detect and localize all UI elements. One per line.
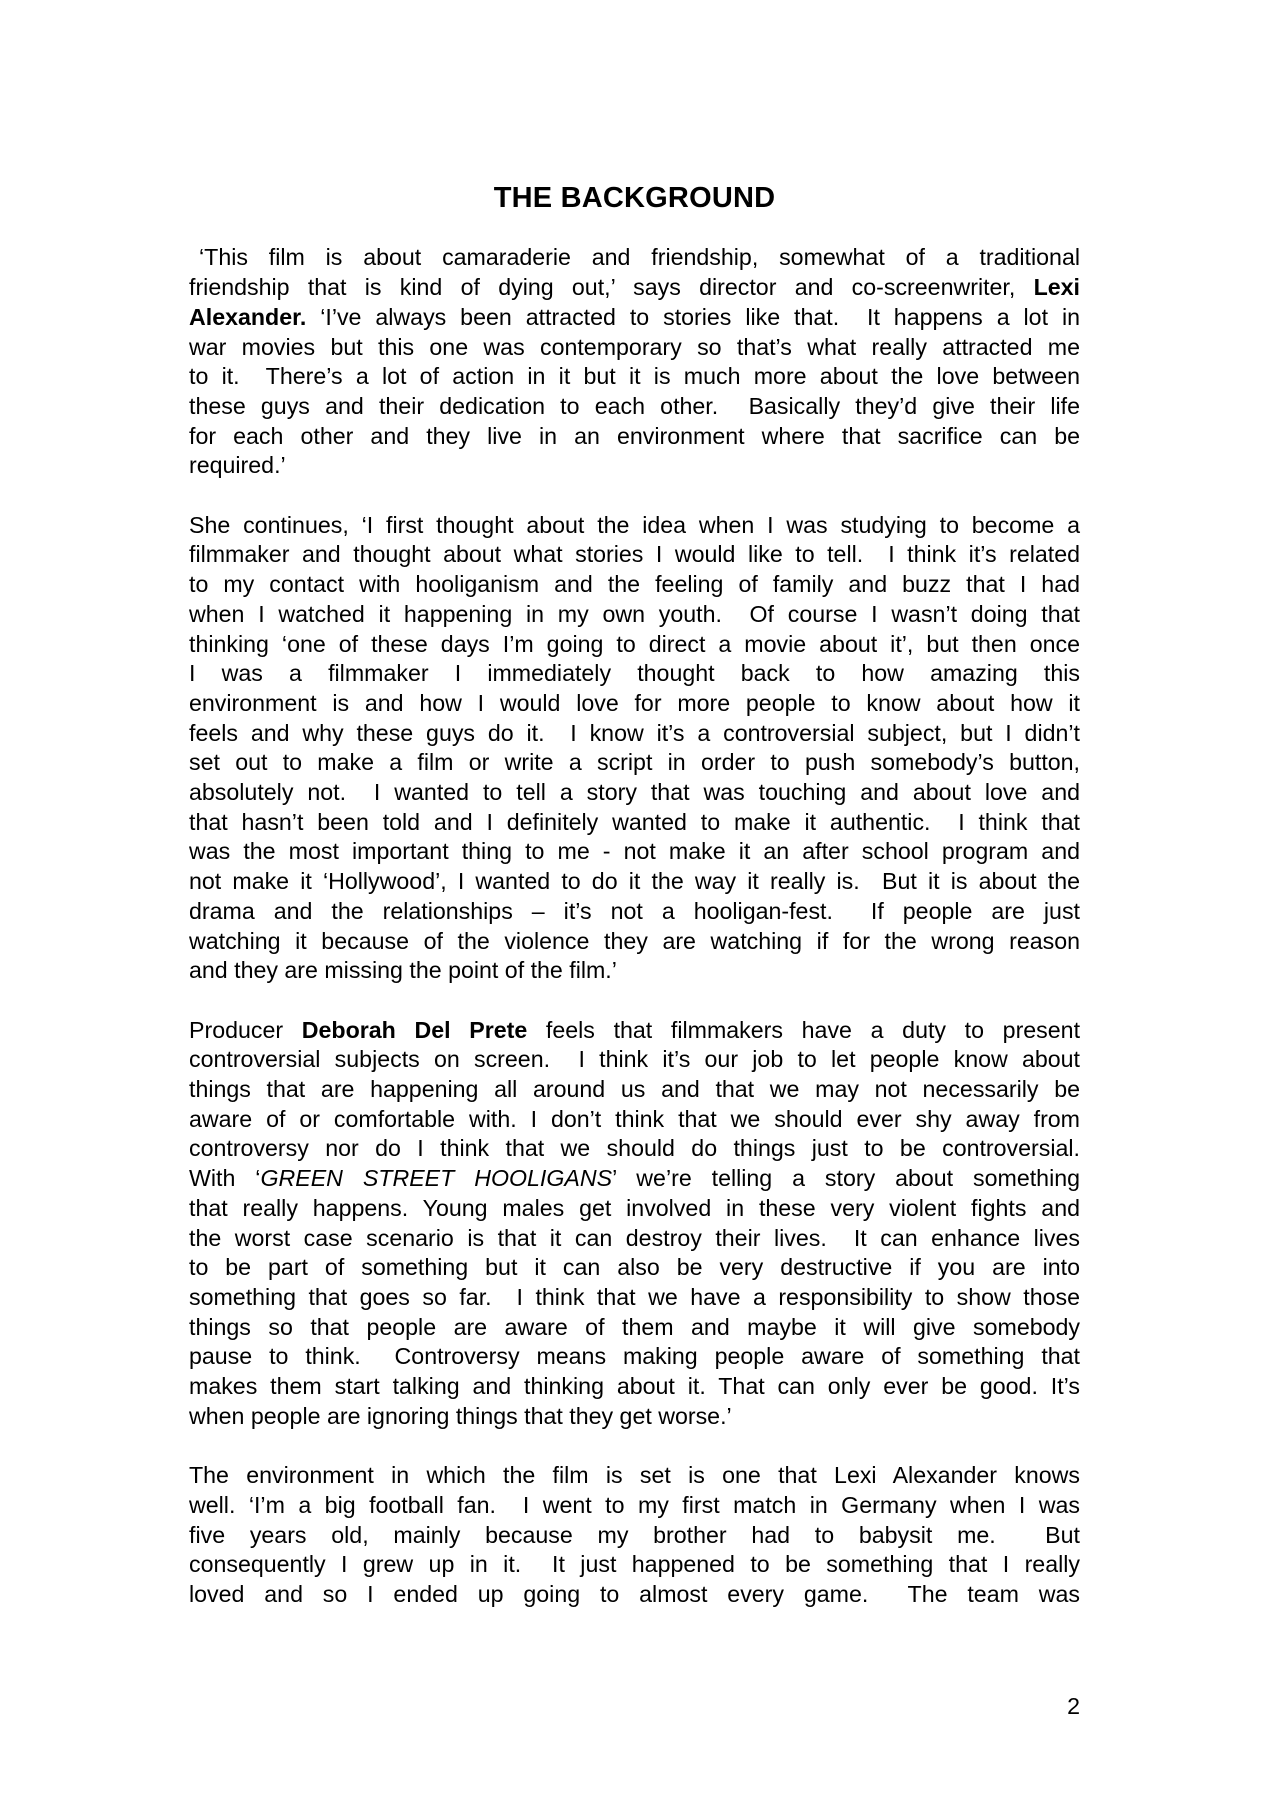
body-text: With ‘ [189,1165,261,1192]
text-line [189,333,1080,363]
text-line [189,1016,1080,1046]
body-text: consequently I grew up in it. It just happened to be something that I really [189,1551,1080,1578]
body-text: pause to think. Controversy means making people aware of something that [189,1343,1080,1370]
body-text: Producer [189,1016,302,1043]
document-body [189,243,1080,1639]
text-line [189,1134,1080,1164]
text-line [189,362,1080,392]
text-line [189,1253,1080,1283]
bold-text: Deborah Del Prete [301,1016,528,1043]
text-line [189,659,1080,689]
text-line [189,808,1080,838]
text-line [189,778,1080,808]
text-line [189,511,1080,541]
body-text: to it. There’s a lot of action in it but it is much more about the love between [189,363,1080,390]
body-text: something that goes so far. I think that we have a responsibility to show those [189,1283,1080,1310]
body-text: when I watched it happening in my own youth. Of course I wasn’t doing that [189,600,1080,627]
body-text: for each other and they live in an environment where that sacrifice can be [189,422,1080,449]
body-text: feels that filmmakers have a duty to present [527,1016,1081,1043]
paragraph [189,243,1080,481]
body-text: five years old, mainly because my brother had to babysit me. But [189,1521,1080,1548]
text-line [189,1372,1080,1402]
body-text: drama and the relationships – it’s not a hooligan-fest. If people are just [189,897,1080,924]
body-text: She continues, ‘I first thought about the idea when I was studying to become a [189,511,1080,538]
text-line [189,630,1080,660]
text-line [189,927,1080,957]
bold-text: Alexander. [189,303,307,330]
paragraph [189,511,1080,986]
text-line [189,1075,1080,1105]
text-line [189,867,1080,897]
paragraph [189,1461,1080,1610]
body-text: controversial subjects on screen. I think it’s our job to let people know about [189,1046,1080,1073]
text-line [189,1342,1080,1372]
body-text: was the most important thing to me - not make it an after school program and [189,838,1080,865]
body-text: things that are happening all around us and that we may not necessarily be [189,1076,1080,1103]
body-text: to be part of something but it can also be very destructive if you are into [189,1254,1080,1281]
text-line [189,1550,1080,1580]
text-line [189,1105,1080,1135]
text-line [189,1283,1080,1313]
text-line [189,540,1080,570]
text-line [189,1402,1080,1432]
body-text: when people are ignoring things that they get worse.’ [189,1402,732,1429]
text-line [189,1461,1080,1491]
body-text: loved and so I ended up going to almost every game. The team was [189,1580,1080,1607]
text-line [189,689,1080,719]
body-text: absolutely not. I wanted to tell a story that was touching and about love and [189,779,1080,806]
body-text: well. ‘I’m a big football fan. I went to my first match in Germany when I was [189,1491,1080,1518]
body-text: required.’ [189,452,286,479]
body-text: ‘I’ve always been attracted to stories like that. It happens a lot in [306,303,1080,330]
body-text: watching it because of the violence they are watching if for the wrong reason [189,927,1080,954]
text-line [189,600,1080,630]
body-text: aware of or comfortable with. I don’t think that we should ever shy away from [189,1105,1080,1132]
body-text: that really happens. Young males get involved in these very violent fights and [189,1194,1080,1221]
text-line [189,1194,1080,1224]
text-line [189,837,1080,867]
text-line [189,748,1080,778]
text-line [189,392,1080,422]
page-title: THE BACKGROUND [493,182,776,214]
text-line [189,303,1080,333]
body-text: feels and why these guys do it. I know it’s a controversial subject, but I didn’t [189,719,1080,746]
text-line [189,956,1080,986]
text-line [189,1164,1080,1194]
body-text: filmmaker and thought about what stories I would like to tell. I think it’s related [189,541,1080,568]
text-line [189,243,1080,273]
body-text: not make it ‘Hollywood’, I wanted to do it the way it really is. But it is about the [189,868,1080,895]
text-line [189,1521,1080,1551]
text-line [189,422,1080,452]
body-text: makes them start talking and thinking about it. That can only ever be good. It’s [189,1373,1080,1400]
text-line [189,1491,1080,1521]
text-line [189,1045,1080,1075]
text-line [189,1313,1080,1343]
body-text: controversy nor do I think that we should do things just to be controversial. [189,1135,1080,1162]
body-text: I was a filmmaker I immediately thought back to how amazing this [189,660,1080,687]
text-line [189,897,1080,927]
text-line [189,1580,1080,1610]
italic-text: GREEN STREET HOOLIGANS [260,1165,613,1192]
text-line [189,719,1080,749]
paragraph [189,1016,1080,1432]
bold-text: Lexi [1033,274,1080,301]
body-text: things so that people are aware of them and maybe it will give somebody [189,1313,1080,1340]
body-text: set out to make a film or write a script in order to push somebody’s button, [189,749,1080,776]
body-text: ’ we’re telling a story about something [612,1165,1081,1192]
body-text: the worst case scenario is that it can destroy their lives. It can enhance lives [189,1224,1080,1251]
body-text: The environment in which the film is set is one that Lexi Alexander knows [189,1462,1080,1489]
body-text: war movies but this one was contemporary so that’s what really attracted me [189,333,1080,360]
body-text: friendship that is kind of dying out,’ says director and co-screenwriter, [189,274,1034,301]
text-line [189,273,1080,303]
text-line [189,570,1080,600]
body-text: to my contact with hooliganism and the feeling of family and buzz that I had [189,571,1080,598]
body-text: these guys and their dedication to each other. Basically they’d give their life [189,392,1080,419]
body-text: that hasn’t been told and I definitely wanted to make it authentic. I think that [189,808,1080,835]
body-text: environment is and how I would love for more people to know about how it [189,689,1080,716]
text-line [189,451,1080,481]
text-line [189,1224,1080,1254]
page-number: 2 [1067,1693,1080,1719]
body-text: thinking ‘one of these days I’m going to direct a movie about it’, but then once [189,630,1080,657]
body-text: and they are missing the point of the film.’ [189,957,617,984]
body-text: ‘This film is about camaraderie and friendship, somewhat of a traditional [199,244,1080,271]
